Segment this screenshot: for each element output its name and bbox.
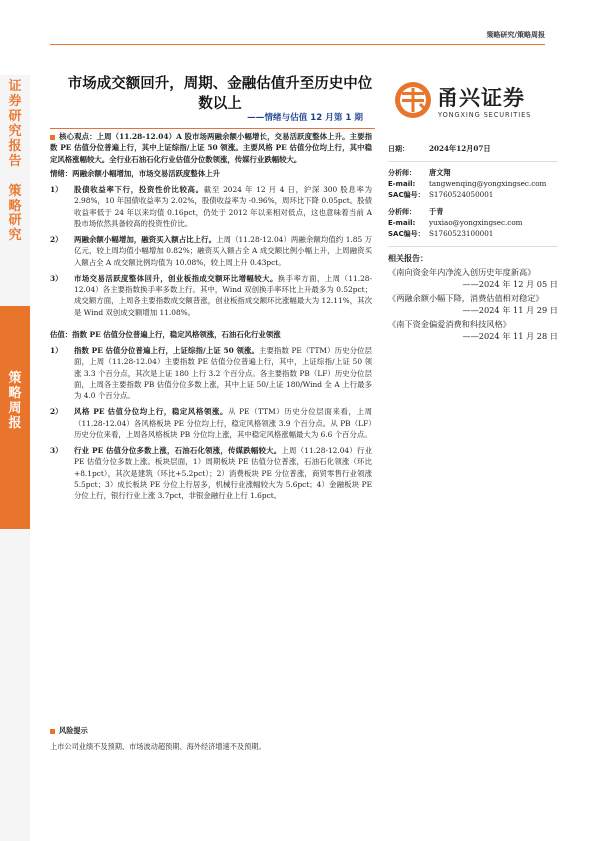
sentiment-item-text: 换手率方面，上周（11.28-12.04）各主要指数换手率多数上行。其中，Wind 双创换手率环比上升最多为 0.52pct；成交额方面，上周各主要指数成交额普涨，创业板指成交额环比涨幅最大为 12.11%，其次是 Wind 双创成交额增加 11.08%。 [74, 273, 372, 317]
sidebar-char: 究 [8, 228, 22, 244]
report-subtitle: ——情绪与估值 12 月第 1 期 [247, 113, 363, 123]
valuation-list [50, 345, 372, 501]
analyst-email-label: E-mail: [388, 179, 416, 188]
analyst-email-label: E-mail: [388, 218, 416, 227]
date-row [388, 144, 558, 155]
sidebar-report-series [0, 372, 30, 432]
analyst-block [388, 168, 558, 201]
analyst-name-label: 分析师： [388, 207, 416, 216]
sentiment-item-lead: 股债收益率下行，投资性价比较高。 [74, 185, 204, 194]
valuation-item [50, 445, 372, 501]
related-report-date: ——2024 年 11 月 28 日 [462, 331, 558, 342]
bullet-square-icon [50, 135, 55, 140]
valuation-item-number: 2） [50, 407, 63, 417]
valuation-item-number: 3） [50, 446, 63, 455]
related-report-date: ——2024 年 12 月 05 日 [462, 279, 558, 290]
logo-english-name: YONGXING SECURITIES [438, 111, 532, 119]
sidebar-char: 策 [8, 371, 22, 386]
sentiment-item-lead: 两融余额小幅增加，融资买入额占比上行。 [74, 235, 217, 244]
valuation-item-number: 1） [50, 346, 63, 355]
analyst-email-row [388, 179, 558, 190]
sidebar-char: 报 [8, 415, 22, 431]
sentiment-item [50, 273, 372, 318]
sentiment-heading: 情绪：两融余额小幅增加，市场交易活跃度整体上升 [50, 168, 220, 178]
sentiment-item [50, 234, 372, 268]
risk-heading-text: 风险提示 [59, 726, 88, 735]
main-column [50, 131, 372, 501]
sidebar-char: 略 [8, 385, 22, 401]
sidebar-char: 周 [8, 400, 22, 416]
analyst-name-label: 分析师： [388, 168, 416, 177]
analyst-sac: S1760523100001 [429, 228, 494, 238]
sentiment-list [50, 184, 372, 318]
analyst-sac: S1760524050001 [429, 189, 494, 199]
sentiment-item-number: 3） [50, 273, 63, 283]
core-view-label: 核心观点： [59, 132, 97, 141]
analyst-email-row [388, 218, 558, 229]
sidebar-meta [388, 144, 558, 343]
sentiment-item-lead: 市场交易活跃度整体回升，创业板指成交额环比增幅较大。 [74, 273, 278, 283]
risk-text: 上市公司业绩不及预期、市场波动超预期、海外经济增速不及预期。 [50, 742, 266, 751]
sidebar-char: 策 [8, 183, 22, 199]
core-view [50, 131, 372, 165]
valuation-item-lead: 指数 PE 估值分位普遍上行，上证综指/上证 50 领涨。 [74, 346, 259, 355]
analyst-sac-label: SAC编号： [388, 229, 425, 238]
meta-divider [388, 246, 558, 247]
related-report-title[interactable]: 《南下资金偏爱消费和科技风格》 [388, 318, 511, 329]
valuation-item-lead: 风格 PE 估值分位均上行，稳定风格领涨。 [74, 407, 229, 417]
report-title-line1: 市场成交额回升，周期、金融估值升至历史中位 [67, 76, 373, 92]
header-divider [50, 44, 545, 45]
sidebar-char: 报 [8, 138, 22, 154]
related-report-date: ——2024 年 11 月 29 日 [462, 305, 558, 316]
company-logo [393, 80, 563, 122]
sidebar-report-type [0, 80, 30, 244]
sidebar-char [0, 170, 30, 185]
core-view-text: 上周（11.28-12.04）A 股市场两融余额小幅增长，交易活跃度整体上升。主要指数 PE 估值分位普遍上行，其中上证综指/上证 50 领涨。主要风格 PE 估值分位均上行，其中稳定风格涨幅较大。全行业石油石化行业估值分位数领涨，传媒行业跌幅较大。 [50, 132, 372, 164]
date-label: 日期： [388, 145, 409, 153]
sentiment-item-text: 上周（11.28-12.04）两融余额均值约 1.85 万亿元，较上周均值小幅增加 0.82%；融资买入额占全 A 成交额比例小幅上升，上周融资买入额占全 A 成交额比例均值为 10.08%，较上周上升 0.43pct。 [74, 235, 372, 267]
valuation-item-text: 从 PE（TTM）历史分位层面来看，上周（11.28-12.04）各风格板块 PE 分位均上行，稳定风格领涨 3.9 个百分点。从 PB（LF）历史分位来看，上周各风格板块 PB 分位均上涨，其中稳定风格涨幅最大为 6.6 个百分点。 [74, 407, 372, 439]
logo-mark-icon [393, 80, 433, 120]
sidebar-char: 研 [8, 108, 22, 124]
sidebar-char: 究 [8, 123, 22, 139]
risk-heading [50, 726, 88, 737]
sentiment-item [50, 184, 372, 229]
sidebar-char: 研 [8, 213, 22, 229]
related-reports-heading: 相关报告： [388, 253, 428, 263]
analyst-email: tangwenqing@yongxingsec.com [429, 178, 547, 188]
valuation-item [50, 406, 372, 440]
sidebar-char: 证 [8, 79, 22, 94]
logo-chinese-name: 甬兴证券 [437, 86, 525, 110]
sidebar-char: 券 [8, 93, 22, 109]
valuation-item-text: 上周（11.28-12.04）行业 PE 估值分位多数上涨。板块层面，1）周期板块 PE 估值分位普涨，石油石化领涨（环比+8.1pct），其次是建筑（环比+5.2pct）；2）消费板块 PE 分位普涨，商贸零售行业领涨 5.5pct；3）成长板块 PE 分位上行居多，机械行业涨幅较大为 5.6pct；4）金融板块 PE 分位上行，银行行业上涨 3.7pct，非银金融行业上行 1.6pct。 [74, 446, 372, 500]
analyst-sac-row [388, 229, 558, 240]
date-value: 2024年12月07日 [429, 144, 491, 153]
related-report-title[interactable]: 《南向资金年内净流入创历史年度新高》 [388, 266, 536, 277]
title-divider [50, 128, 375, 129]
related-report-title[interactable]: 《两融余额小幅下降，消费估值相对稳定》 [388, 292, 544, 303]
related-reports-list [388, 267, 558, 343]
valuation-item-text: 主要指数 PE（TTM）历史分位层面，上周（11.28-12.04）主要指数 PE 估值分位普遍上行，其中，上证综指/上证 50 领涨 3.3 个百分点，其次是上证 180 上行 3.2 个百分点。各主要指数 PB（LF）历史分位层面，上周各主要指数 PB 估值分位多数上涨，其中上证 50/上证 180/Wind 全 A 上行最多为 4.0 个百分点。 [74, 346, 372, 400]
valuation-item [50, 345, 372, 401]
analyst-name: 于青 [429, 206, 444, 216]
analyst-block [388, 207, 558, 240]
analyst-sac-label: SAC编号： [388, 190, 425, 199]
analyst-email: yuxiao@yongxingsec.com [429, 217, 523, 227]
sentiment-item-text: 截至 2024 年 12 月 4 日，沪深 300 股息率为 2.98%，10 年国债收益率为 2.02%，股债收益率为 -0.96%，周环比下降 0.05pct。股债收益率低于 24 年以来均值 0.16pct，仍处于 2012 年以来相对低点，这也意味着当前 A 股市场依然具备较高的投资性价比。 [74, 185, 372, 228]
valuation-item-lead: 行业 PE 估值分位多数上涨，石油石化领涨，传媒跌幅较大。 [74, 446, 282, 455]
analyst-list [388, 168, 558, 240]
sentiment-item-number: 2） [50, 235, 63, 244]
sidebar-char: 告 [8, 153, 22, 169]
analyst-name: 唐文翔 [429, 167, 451, 177]
analyst-name-row [388, 168, 558, 179]
analyst-sac-row [388, 190, 558, 201]
valuation-heading: 估值：指数 PE 估值分位普遍上行，稳定风格领涨，石油石化行业领涨 [50, 329, 281, 339]
meta-divider [388, 161, 558, 162]
sidebar-char: 略 [8, 198, 22, 214]
analyst-name-row [388, 207, 558, 218]
report-title [50, 75, 390, 114]
sentiment-item-number: 1） [50, 185, 63, 194]
bullet-square-icon [50, 729, 55, 734]
report-title-line2: 数以上 [198, 95, 242, 112]
report-category-label: 策略研究/策略周报 [486, 30, 545, 39]
